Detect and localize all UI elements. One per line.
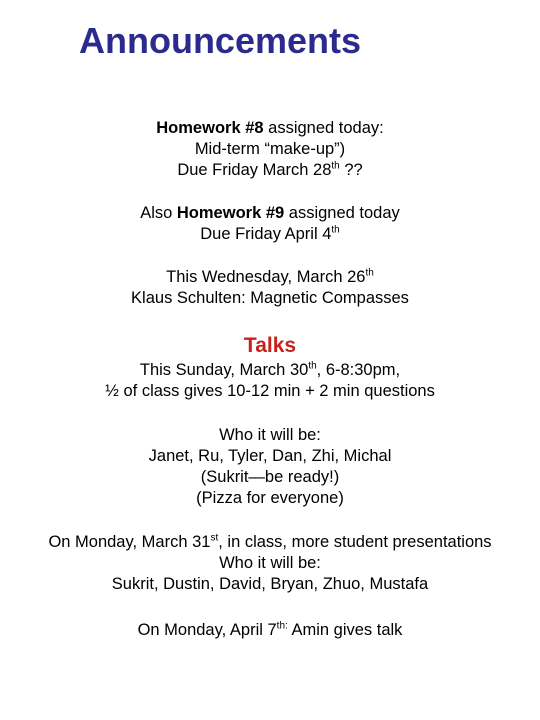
hw9-line-1 — [0, 203, 540, 224]
talks-time: , 6-8:30pm, — [316, 361, 401, 379]
page-title: Announcements — [78, 20, 362, 61]
hw8-line-3 — [0, 160, 540, 181]
hw8-text: assigned today: — [263, 119, 384, 137]
talks-line-2: ½ of class gives 10-12 min + 2 min questions — [105, 382, 435, 400]
mon31-line-3: Sukrit, Dustin, David, Bryan, Zhuo, Mustafa — [111, 575, 429, 593]
who-line-4: (Pizza for everyone) — [196, 489, 344, 507]
hw8-line-2: Mid-term “make-up”) — [194, 140, 346, 158]
who-line-2: Janet, Ru, Tyler, Dan, Zhi, Michal — [148, 447, 392, 465]
talks-date-sup: th — [308, 360, 317, 372]
mon31-date-sup: st — [210, 532, 219, 544]
talks-heading: Talks — [243, 334, 297, 357]
mon31-line-2: Who it will be: — [219, 554, 321, 572]
mon31-text: , in class, more student presentations — [218, 533, 492, 551]
mon7-line-1 — [0, 620, 540, 641]
mon7-date-sup: th: — [276, 620, 288, 632]
talks-line-1 — [0, 360, 540, 381]
wed-date-sup: th — [365, 267, 374, 279]
hw9-label: Homework #9 — [176, 204, 285, 222]
wed-date: This Wednesday, March 26 — [166, 268, 366, 286]
mon7-text: Amin gives talk — [287, 621, 403, 639]
hw9-text: assigned today — [284, 204, 400, 222]
mon31-date: On Monday, March 31 — [48, 533, 211, 551]
mon7-date: On Monday, April 7 — [137, 621, 277, 639]
wed-line-1 — [0, 267, 540, 288]
mon31-line-1 — [0, 532, 540, 553]
who-line-1: Who it will be: — [219, 426, 321, 444]
hw9-due: Due Friday April 4 — [200, 225, 332, 243]
wed-line-2: Klaus Schulten: Magnetic Compasses — [131, 289, 409, 307]
hw8-line-1 — [0, 118, 540, 139]
hw8-due-post: ?? — [339, 161, 363, 179]
who-line-3: (Sukrit—be ready!) — [200, 468, 340, 486]
hw9-due-sup: th — [331, 224, 340, 236]
hw8-label: Homework #8 — [156, 119, 264, 137]
hw9-line-2 — [0, 224, 540, 245]
talks-date: This Sunday, March 30 — [139, 361, 309, 379]
hw9-pre: Also — [140, 204, 177, 222]
hw8-due-sup: th — [331, 160, 340, 172]
hw8-due: Due Friday March 28 — [177, 161, 332, 179]
